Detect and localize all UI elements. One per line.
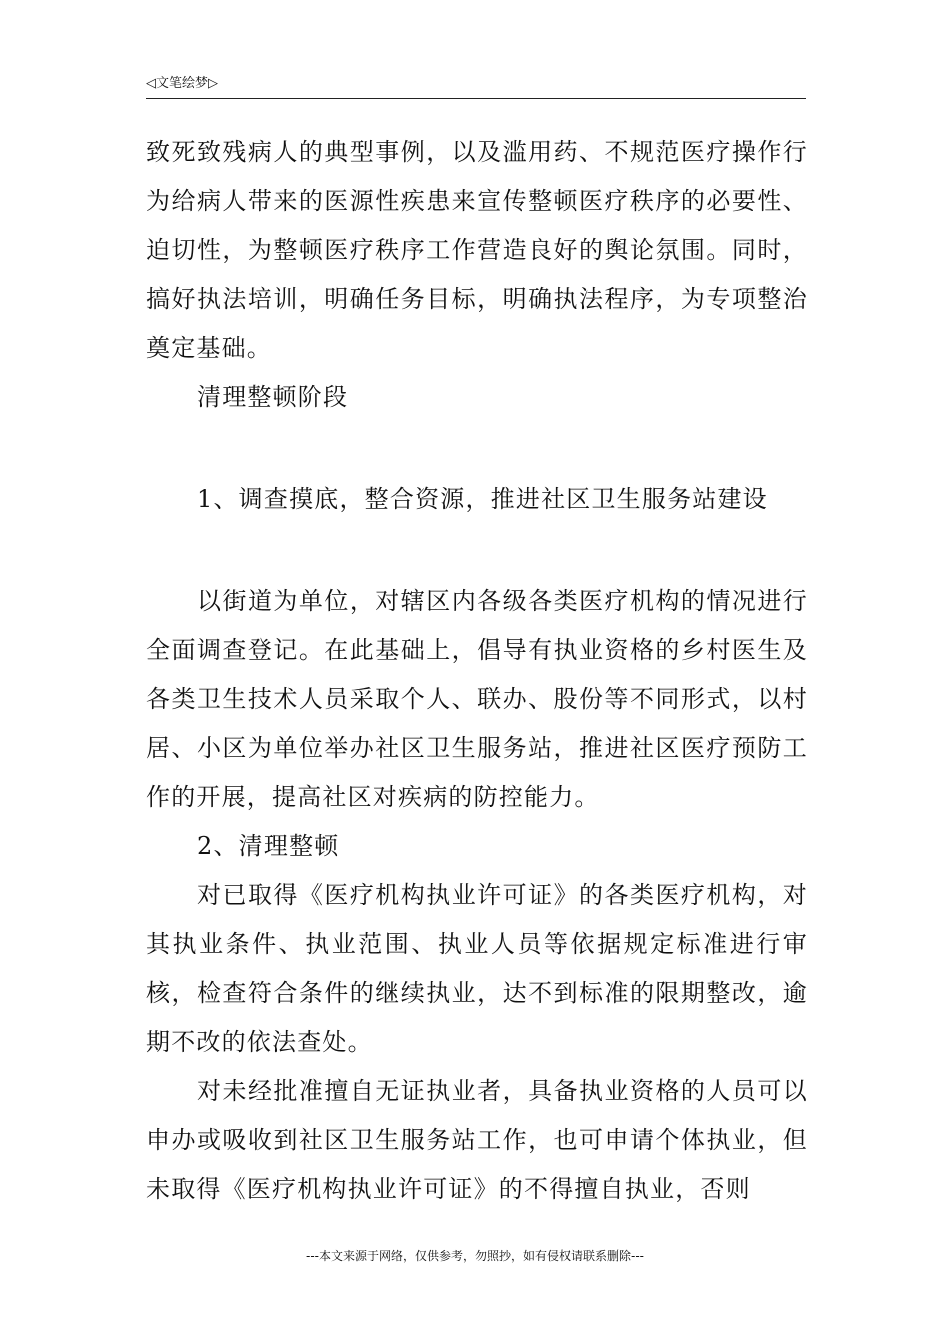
header-title: ◁文笔绘梦▷ bbox=[146, 76, 218, 91]
page-header bbox=[146, 74, 806, 99]
paragraph-unlicensed-practitioners: 对未经批准擅自无证执业者，具备执业资格的人员可以申办或吸收到社区卫生服务站工作，也可申请个体执业，但未取得《医疗机构执业许可证》的不得擅自执业，否则 bbox=[146, 1077, 808, 1203]
document-body bbox=[146, 128, 808, 1214]
page-footer: ---本文来源于网络，仅供参考，勿照抄，如有侵权请联系删除--- bbox=[306, 1249, 644, 1263]
subheading-investigation: 1、调查摸底，整合资源，推进社区卫生服务站建设 bbox=[197, 485, 768, 513]
paragraph-licensed-institutions: 对已取得《医疗机构执业许可证》的各类医疗机构，对其执业条件、执业范围、执业人员等依据规定标准进行审核，检查符合条件的继续执业，达不到标准的限期整改，逾期不改的依法查处。 bbox=[146, 881, 808, 1056]
paragraph-continuation: 致死致残病人的典型事例，以及滥用药、不规范医疗操作行为给病人带来的医源性疾患来宣传整顿医疗秩序的必要性、迫切性，为整顿医疗秩序工作营造良好的舆论氛围。同时，搞好执法培训，明确任务目标，明确执法程序，为专项整治奠定基础。 bbox=[146, 138, 808, 362]
subheading-cleanup: 2、清理整顿 bbox=[197, 832, 340, 860]
section-heading-cleanup-stage: 清理整顿阶段 bbox=[197, 383, 349, 411]
paragraph-street-survey: 以街道为单位，对辖区内各级各类医疗机构的情况进行全面调查登记。在此基础上，倡导有执业资格的乡村医生及各类卫生技术人员采取个人、联办、股份等不同形式，以村居、小区为单位举办社区卫生服务站，推进社区医疗预防工作的开展，提高社区对疾病的防控能力。 bbox=[146, 587, 808, 811]
